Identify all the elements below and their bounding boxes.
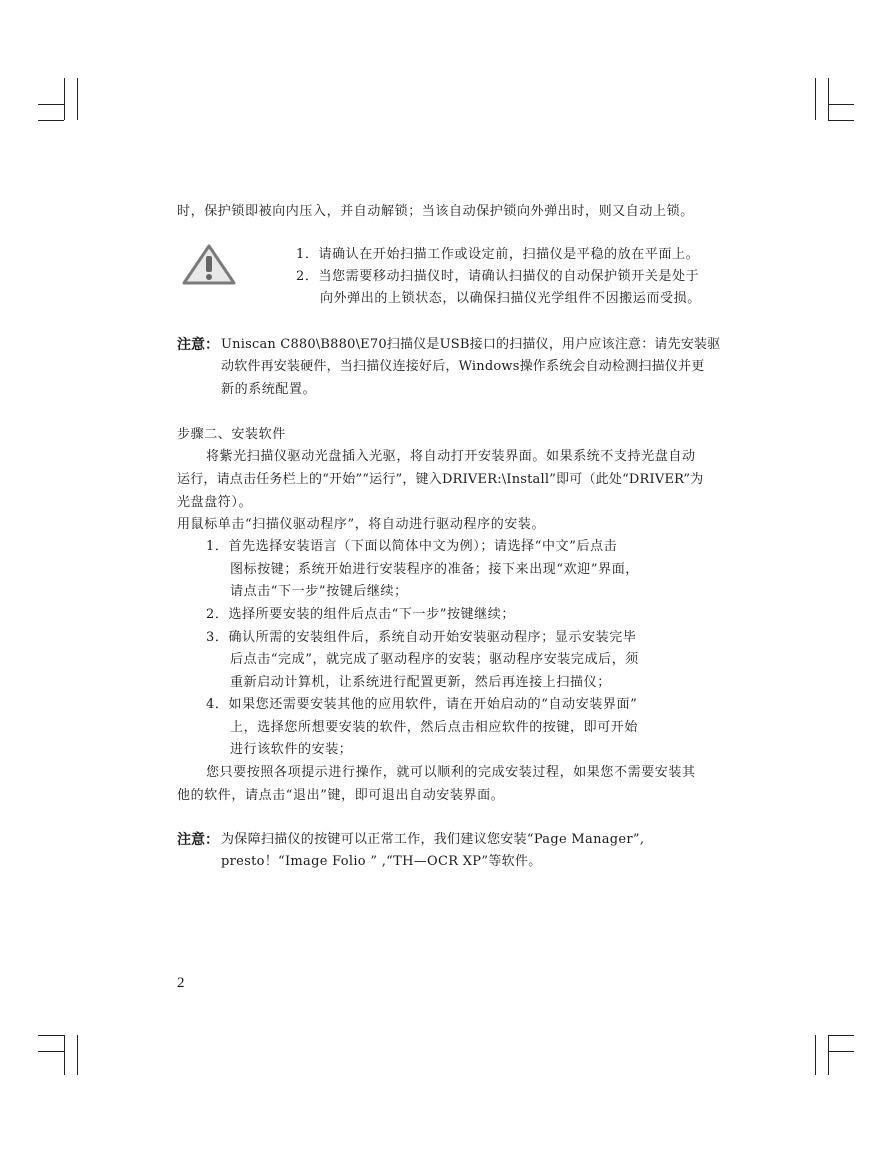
list-item: 2．选择所要安装的组件后点击“下一步”按键继续； [206, 607, 515, 622]
list-item: 3．确认所需的安装组件后，系统自动开始安装驱动程序；显示安装完毕 [206, 630, 637, 645]
warning-item: 向外弹出的上锁状态，以确保扫描仪光学组件不因搬运而受损。 [320, 291, 701, 306]
note-text: 为保障扫描仪的按键可以正常工作，我们建议您安装“Page Manager”, [221, 832, 645, 847]
crop-mark [38, 104, 64, 105]
page-number: 2 [177, 975, 185, 991]
note-label: 注意： [177, 832, 219, 848]
crop-mark [828, 120, 854, 121]
list-item: 1．首先选择安装语言（下面以简体中文为例）；请选择“中文”后点击 [206, 539, 618, 554]
crop-mark [828, 1051, 854, 1052]
list-item: 4．如果您还需要安装其他的应用软件，请在开始启动的“自动安装界面” [206, 697, 638, 712]
crop-mark [38, 120, 64, 121]
list-item: 图标按键；系统开始进行安装程序的准备；接下来出现“欢迎”界面， [230, 562, 639, 577]
note-text: Uniscan C880\B880\E70扫描仪是USB接口的扫描仪，用户应该注意：请先安装驱 [221, 337, 721, 352]
crop-mark [828, 78, 829, 120]
note-text: 新的系统配置。 [221, 382, 317, 397]
crop-mark [828, 104, 854, 105]
list-item: 后点击“完成”，就完成了驱动程序的安装；驱动程序安装完成后，须 [230, 652, 639, 667]
paragraph: 将紫光扫描仪驱动光盘插入光驱，将自动打开安装界面。如果系统不支持光盘自动 [206, 449, 696, 464]
paragraph: 用鼠标单击“扫描仪驱动程序”，将自动进行驱动程序的安装。 [177, 517, 546, 532]
crop-mark [77, 1035, 78, 1075]
crop-mark [38, 1035, 64, 1036]
crop-mark [828, 1035, 854, 1036]
paragraph: 光盘盘符）。 [177, 495, 253, 510]
warning-item: 1．请确认在开始扫描工作或设定前，扫描仪是平稳的放在平面上。 [296, 247, 700, 262]
crop-mark [64, 1035, 65, 1075]
intro-text: 时，保护锁即被向内压入，并自动解锁；当该自动保护锁向外弹出时，则又自动上锁。 [177, 204, 694, 219]
paragraph: 他的软件，请点击“退出”键，即可退出自动安装界面。 [177, 788, 505, 803]
crop-mark [828, 1035, 829, 1075]
list-item: 请点击“下一步”按键后继续； [230, 584, 408, 599]
paragraph: 您只要按照各项提示进行操作，就可以顺利的完成安装过程，如果您不需要安装其 [206, 765, 696, 780]
crop-mark [815, 1035, 816, 1075]
section-title: 步骤二、安装软件 [177, 427, 286, 442]
warning-item: 2．当您需要移动扫描仪时，请确认扫描仪的自动保护锁开关是处于 [296, 269, 700, 284]
crop-mark [64, 78, 65, 120]
note-label: 注意： [177, 337, 219, 353]
note-text: 动软件再安装硬件，当扫描仪连接好后，Windows操作系统会自动检测扫描仪并更 [221, 359, 705, 374]
list-item: 上，选择您所想要安装的软件，然后点击相应软件的按键，即可开始 [230, 720, 639, 735]
note-text: presto！“Image Folio ” ,“TH—OCR XP”等软件。 [221, 854, 542, 869]
crop-mark [77, 78, 78, 120]
list-item: 重新启动计算机，让系统进行配置更新，然后再连接上扫描仪； [230, 675, 611, 690]
list-item: 进行该软件的安装； [230, 742, 353, 757]
crop-mark [815, 78, 816, 120]
crop-mark [38, 1051, 64, 1052]
warning-triangle-icon [182, 243, 236, 287]
paragraph: 运行，请点击任务栏上的“开始”“运行”，键入DRIVER:\Install”即可（此处“DRIVER”为 [177, 472, 704, 487]
